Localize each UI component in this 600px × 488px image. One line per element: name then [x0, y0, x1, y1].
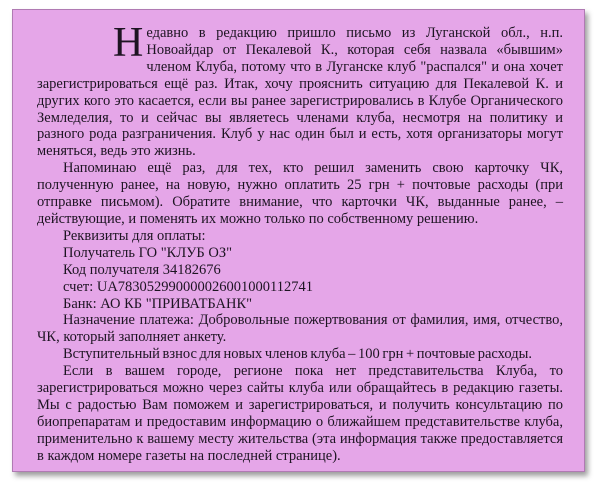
intro-paragraph: едавно в редакцию пришло письмо из Луганской обл., н.п. Новоайдар от Пекалевой К., которая себя назвала «бывшим» членом Клуба, потому что в Луганске клуб "распался" и она хочет зарегистрироваться ещё раз. Итак, хочу прояснить ситуацию для Пекалевой К. и других кого это касается, если вы ранее зарегистрировались в Клубе Органического Земледелия, то и сейчас вы являетесь членами клуба, несмотря на политику и разного рода разграничения. Клуб у нас один был и есть, хотя организаторы могут меняться, ведь это жизнь. [37, 25, 563, 160]
card-replacement-paragraph: Напоминаю ещё раз, для тех, кто решил заменить свою карточку ЧК, полученную ранее, на новую, нужно оплатить 25 грн + почтовые расходы (при отправке письмом). Обратите внимание, что карточки ЧК, выданные ранее, – действующие, и поменять их можно только по собственному решению. [37, 160, 563, 227]
entry-fee: Вступительный взнос для новых членов клуба – 100 грн + почтовые расходы. [63, 346, 532, 363]
requisites-account: счет: UA783052990000026001000112741 [63, 278, 314, 295]
closing-paragraph: Если в вашем городе, регионе пока нет представительства Клуба, то зарегистрироваться можно через сайты клуба или обращайтесь в редакцию газеты. Мы с радостью Вам поможем и зарегистрироваться, и получить консультацию по биопрепаратам и предоставим информацию о ближайшем представительстве клуба, применительно к вашему месту жительства (эта информация также предоставляется в каждом номере газеты на последней странице). [37, 363, 563, 464]
requisites-recipient: Получатель ГО "КЛУБ ОЗ" [63, 244, 233, 261]
requisites-title: Реквизиты для оплаты: [63, 227, 206, 244]
article-body [37, 20, 563, 465]
article-frame [12, 9, 585, 472]
requisites-bank: Банк: АО КБ "ПРИВАТБАНК" [63, 295, 253, 312]
drop-cap: Н [113, 20, 144, 66]
payment-purpose: Назначение платежа: Добровольные пожертвования от фамилия, имя, отчество, ЧК, который заполняет анкету. [37, 312, 563, 346]
requisites-code: Код получателя 34182676 [63, 261, 221, 278]
